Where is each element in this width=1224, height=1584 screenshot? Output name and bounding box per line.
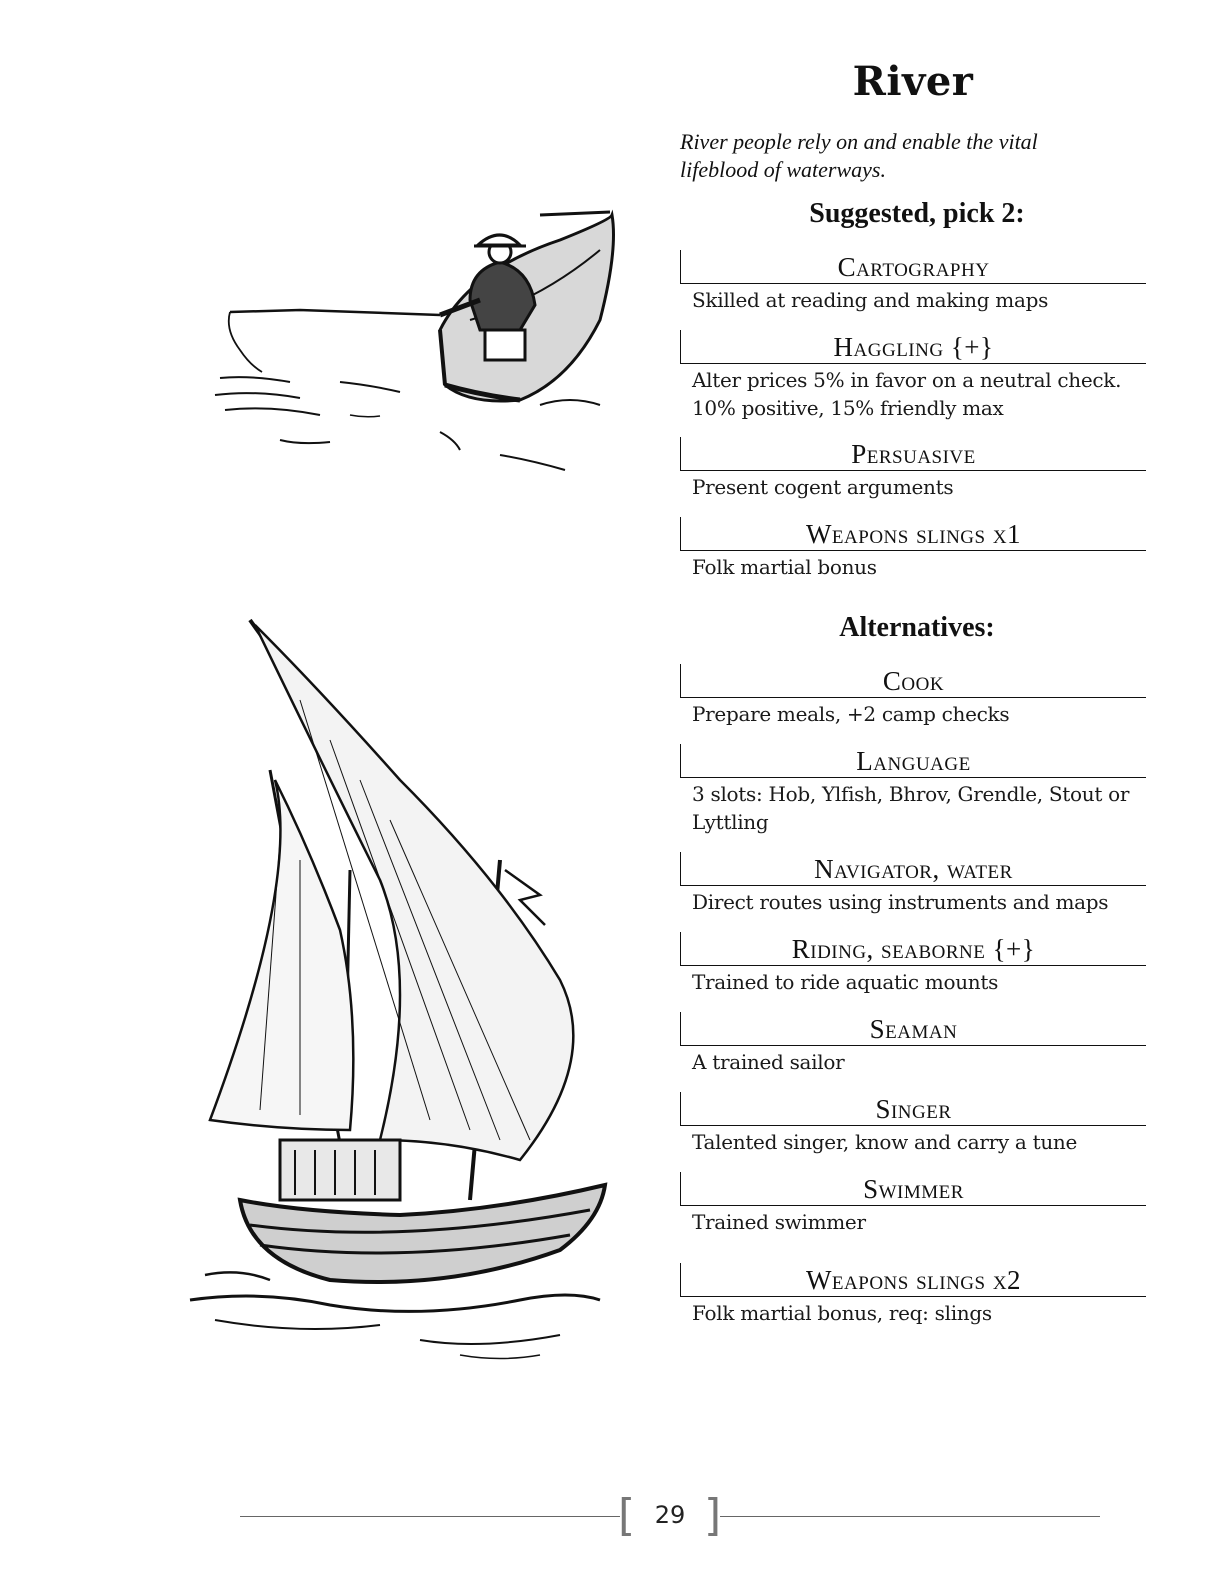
skill-title: Weapons slings x2 <box>680 1263 1146 1297</box>
skill-title: Cook <box>680 664 1146 698</box>
skill-description: 3 slots: Hob, Ylfish, Bhrov, Grendle, Stout or Lyttling <box>692 782 1130 834</box>
skill-description: Present cogent arguments <box>692 475 954 499</box>
skill-title: Weapons slings x1 <box>680 517 1146 551</box>
skill-description: Trained to ride aquatic mounts <box>692 970 999 994</box>
skill-description: A trained sailor <box>692 1050 845 1074</box>
skill-description: Prepare meals, +2 camp checks <box>692 702 1010 726</box>
skill-language <box>680 744 1146 836</box>
skill-description: Skilled at reading and making maps <box>692 288 1049 312</box>
page-number-bracket-right: ] <box>704 1490 722 1541</box>
skill-title: Cartography <box>680 250 1146 284</box>
skill-cook <box>680 664 1146 728</box>
skill-title: Seaman <box>680 1012 1146 1046</box>
footer-rule-right <box>720 1516 1100 1517</box>
footer-rule-left <box>240 1516 620 1517</box>
skill-title: Language <box>680 744 1146 778</box>
skill-persuasive <box>680 437 1146 501</box>
skill-cartography <box>680 250 1146 314</box>
page-title: River <box>852 58 974 105</box>
skill-weapons-slings-x1 <box>680 517 1146 581</box>
skill-riding-seaborne <box>680 932 1146 996</box>
skill-title: Riding, seaborne {+} <box>680 932 1146 966</box>
skill-navigator-water <box>680 852 1146 916</box>
skill-description: Folk martial bonus <box>692 555 877 579</box>
skill-description: Direct routes using instruments and maps <box>692 890 1109 914</box>
page-number: 29 <box>654 1501 686 1529</box>
skill-singer <box>680 1092 1146 1156</box>
skill-haggling <box>680 330 1146 422</box>
page-number-bracket-left: [ <box>618 1490 636 1541</box>
skill-swimmer <box>680 1172 1146 1236</box>
skill-description: Alter prices 5% in favor on a neutral check. 10% positive, 15% friendly max <box>692 368 1122 420</box>
skill-title: Navigator, water <box>680 852 1146 886</box>
alternatives-heading: Alternatives: <box>839 612 995 643</box>
skill-title: Persuasive <box>680 437 1146 471</box>
skill-title: Swimmer <box>680 1172 1146 1206</box>
fisherman-boat-illustration <box>215 212 614 470</box>
skill-title: Haggling {+} <box>680 330 1146 364</box>
skill-weapons-slings-x2 <box>680 1263 1146 1327</box>
skill-seaman <box>680 1012 1146 1076</box>
illustrations <box>0 0 660 1400</box>
intro-text: River people rely on and enable the vital lifeblood of waterways. <box>680 129 1038 182</box>
suggested-heading: Suggested, pick 2: <box>809 198 1025 229</box>
skill-title: Singer <box>680 1092 1146 1126</box>
skill-description: Trained swimmer <box>692 1210 866 1234</box>
sailing-ship-illustration <box>190 620 605 1359</box>
skill-description: Folk martial bonus, req: slings <box>692 1301 992 1325</box>
skill-description: Talented singer, know and carry a tune <box>692 1130 1078 1154</box>
